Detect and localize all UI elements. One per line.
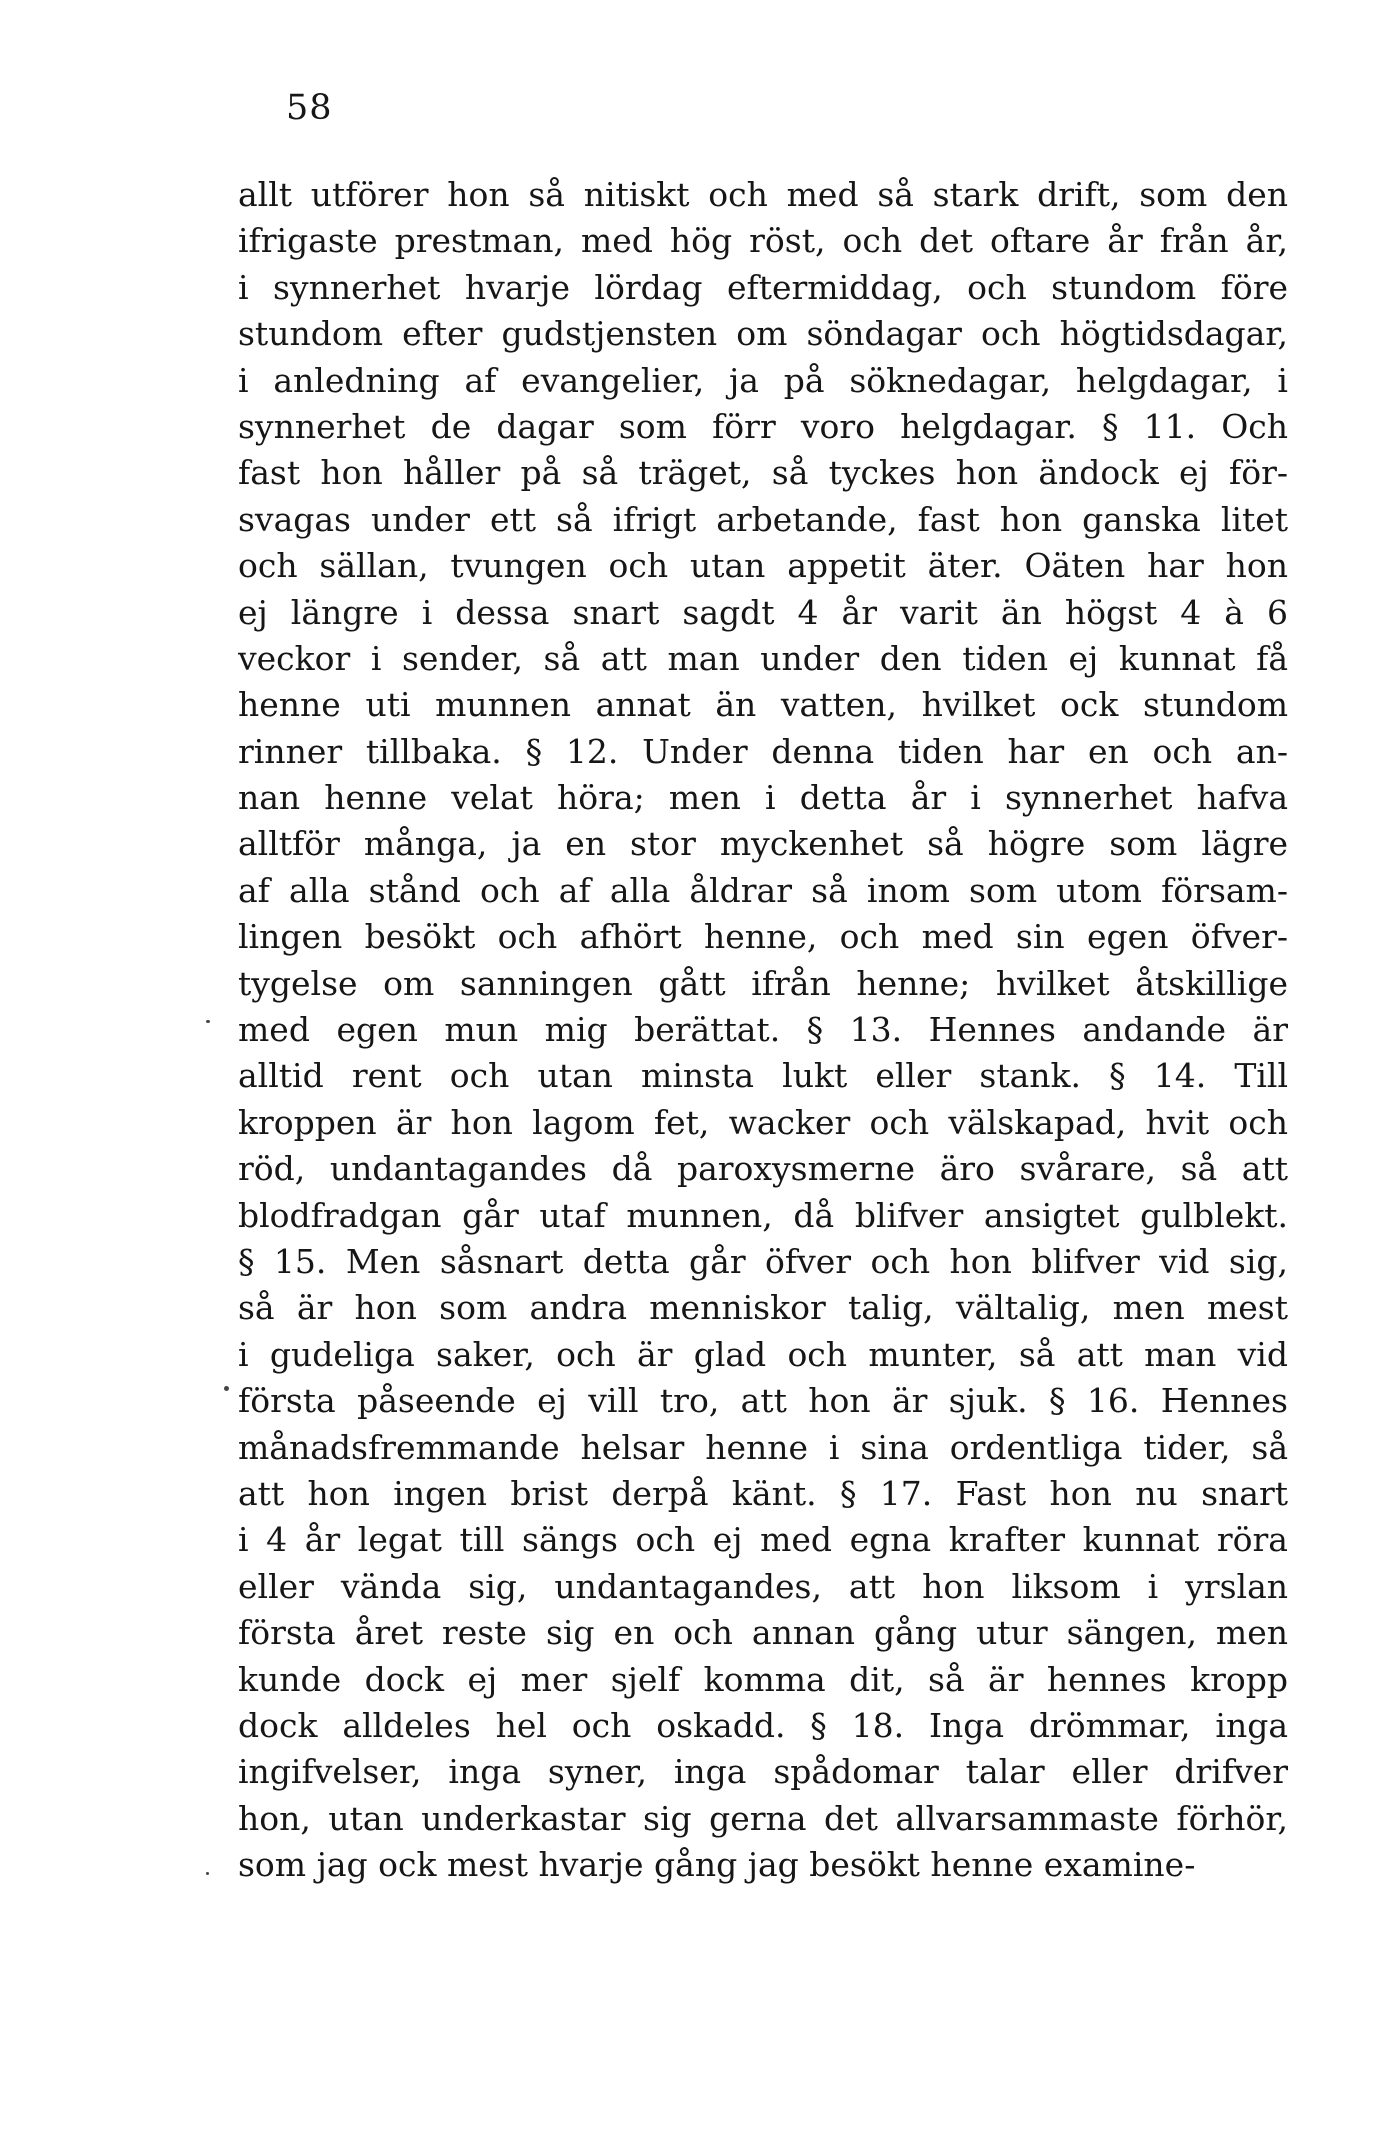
text-line: i synnerhet hvarje lördag eftermiddag, och stundom före	[238, 267, 1288, 307]
scan-speck	[224, 1386, 229, 1391]
text-line: blodfradgan går utaf munnen, då blifver ansigtet gulblekt.	[238, 1195, 1288, 1235]
text-line: af alla stånd och af alla åldrar så inom som utom försam-	[238, 870, 1288, 910]
text-line: i gudeliga saker, och är glad och munter, så att man vid	[238, 1334, 1288, 1374]
text-line: § 15. Men såsnart detta går öfver och hon blifver vid sig,	[238, 1241, 1288, 1281]
text-line: allt utförer hon så nitiskt och med så stark drift, som den	[238, 175, 1288, 214]
text-line: fast hon håller på så träget, så tyckes hon ändock ej för-	[238, 453, 1288, 493]
text-line: i anledning af evangelier, ja på söknedagar, helgdagar, i	[238, 360, 1288, 400]
text-line: som jag ock mest hvarje gång jag besökt henne examine-	[238, 1845, 1196, 1885]
scan-speck	[206, 1020, 210, 1023]
text-line: svagas under ett så ifrigt arbetande, fast hon ganska litet	[238, 499, 1288, 539]
text-line: ej längre i dessa snart sagdt 4 år varit än högst 4 à 6	[238, 592, 1288, 632]
text-line: kunde dock ej mer sjelf komma dit, så är hennes kropp	[238, 1659, 1288, 1699]
text-line: alltför många, ja en stor myckenhet så högre som lägre	[238, 824, 1288, 864]
text-line: ifrigaste prestman, med hög röst, och det oftare år från år,	[238, 221, 1288, 261]
text-line: ingifvelser, inga syner, inga spådomar talar eller drifver	[238, 1752, 1288, 1792]
scan-speck	[206, 1872, 209, 1875]
text-line: stundom efter gudstjensten om söndagar och högtidsdagar,	[238, 314, 1288, 354]
text-line: hon, utan underkastar sig gerna det allvarsammaste förhör,	[238, 1798, 1288, 1838]
text-line: lingen besökt och afhört henne, och med sin egen öfver-	[238, 917, 1288, 957]
text-line: med egen mun mig berättat. § 13. Hennes andande är	[238, 1010, 1288, 1050]
text-line: i 4 år legat till sängs och ej med egna krafter kunnat röra	[238, 1520, 1288, 1560]
text-line: att hon ingen brist derpå känt. § 17. Fast hon nu snart	[238, 1473, 1288, 1513]
body-text	[238, 172, 1288, 1888]
text-line: eller vända sig, undantagandes, att hon liksom i yrslan	[238, 1566, 1288, 1606]
text-line: synnerhet de dagar som förr voro helgdagar. § 11. Och	[238, 406, 1288, 446]
text-line: första påseende ej vill tro, att hon är sjuk. § 16. Hennes	[238, 1381, 1288, 1421]
page-number: 58	[286, 88, 333, 128]
text-line: dock alldeles hel och oskadd. § 18. Inga drömmar, inga	[238, 1705, 1288, 1745]
text-line: veckor i sender, så att man under den tiden ej kunnat få	[238, 638, 1288, 678]
text-line: och sällan, tvungen och utan appetit äter. Oäten har hon	[238, 546, 1288, 586]
text-line: alltid rent och utan minsta lukt eller stank. § 14. Till	[238, 1056, 1288, 1096]
text-line: röd, undantagandes då paroxysmerne äro svårare, så att	[238, 1149, 1288, 1189]
text-line: tygelse om sanningen gått ifrån henne; hvilket åtskillige	[238, 963, 1288, 1003]
text-line: första året reste sig en och annan gång utur sängen, men	[238, 1613, 1288, 1653]
text-line: nan henne velat höra; men i detta år i synnerhet hafva	[238, 778, 1288, 818]
text-line: månadsfremmande helsar henne i sina ordentliga tider, så	[238, 1427, 1288, 1467]
text-line: rinner tillbaka. § 12. Under denna tiden har en och an-	[238, 731, 1288, 771]
text-line: henne uti munnen annat än vatten, hvilket ock stundom	[238, 685, 1288, 725]
text-line: så är hon som andra menniskor talig, vältalig, men mest	[238, 1288, 1288, 1328]
text-line: kroppen är hon lagom fet, wacker och välskapad, hvit och	[238, 1102, 1288, 1142]
